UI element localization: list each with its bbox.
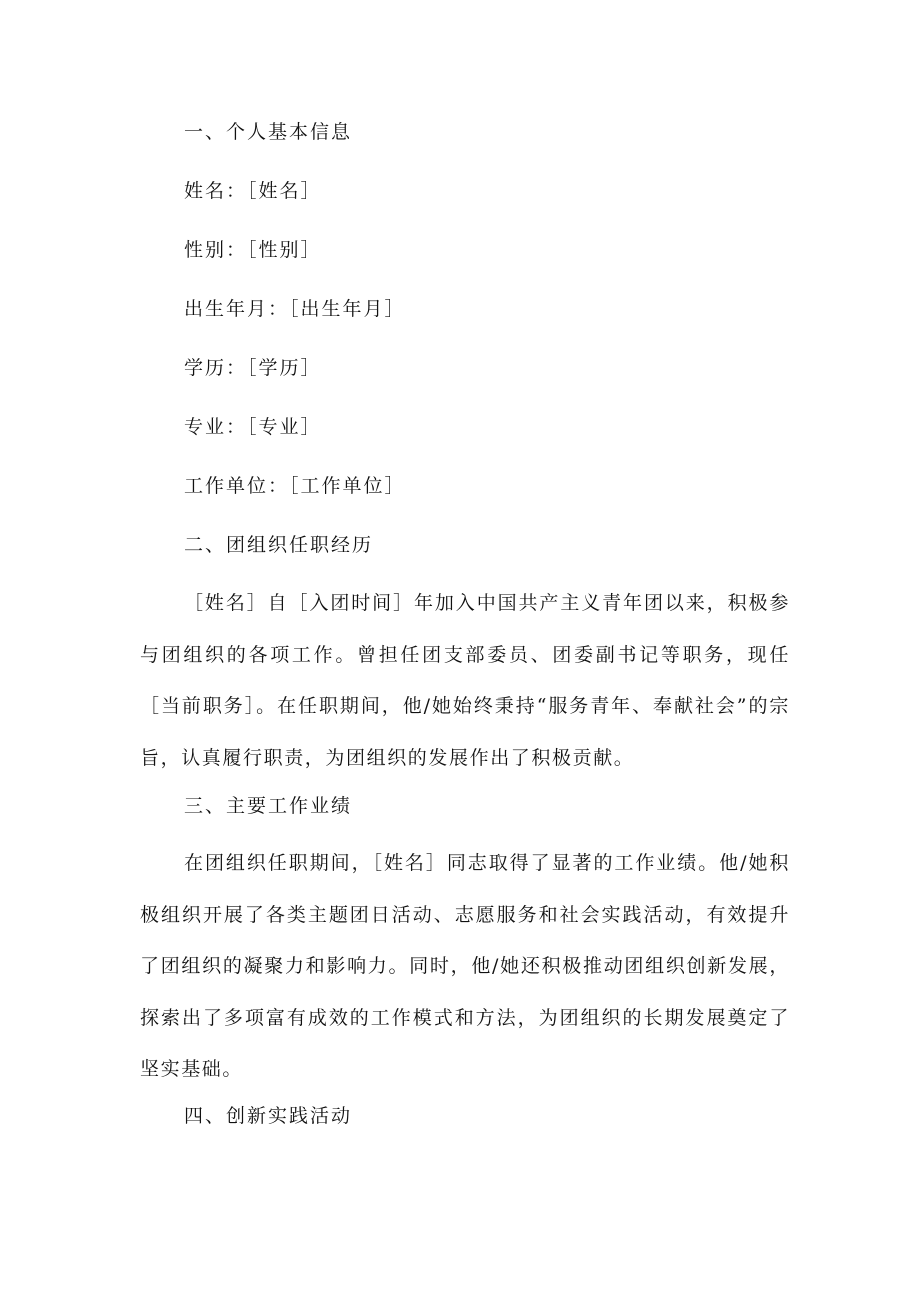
section-heading-personal-info: 一、个人基本信息 bbox=[184, 121, 353, 143]
section-heading-innovation: 四、创新实践活动 bbox=[184, 1105, 353, 1127]
field-major: 专业：［专业］ bbox=[184, 416, 322, 438]
field-name: 姓名：［姓名］ bbox=[184, 180, 322, 202]
paragraph-league-positions: ［姓名］自［入团时间］年加入中国共产主义青年团以来，积极参与团组织的各项工作。曾担任团支部委员、团委副书记等职务，现任［当前职务］。在任职期间，他/她始终秉持“服务青年、奉献社会”的宗旨，认真履行职责，为团组织的发展作出了积极贡献。 bbox=[140, 592, 790, 769]
section-heading-league-positions: 二、团组织任职经历 bbox=[184, 534, 374, 556]
field-education: 学历：［学历］ bbox=[184, 357, 322, 379]
field-gender: 性别：［性别］ bbox=[184, 239, 322, 261]
field-workplace: 工作单位：［工作单位］ bbox=[184, 475, 406, 497]
paragraph-work-achievements: 在团组织任职期间，［姓名］同志取得了显著的工作业绩。他/她积极组织开展了各类主题团日活动、志愿服务和社会实践活动，有效提升了团组织的凝聚力和影响力。同时，他/她还积极推动团组织创新发展，探索出了多项富有成效的工作模式和方法，为团组织的长期发展奠定了坚实基础。 bbox=[140, 852, 790, 1080]
field-birth-date: 出生年月：［出生年月］ bbox=[184, 298, 406, 320]
section-heading-work-achievements: 三、主要工作业绩 bbox=[184, 795, 353, 817]
